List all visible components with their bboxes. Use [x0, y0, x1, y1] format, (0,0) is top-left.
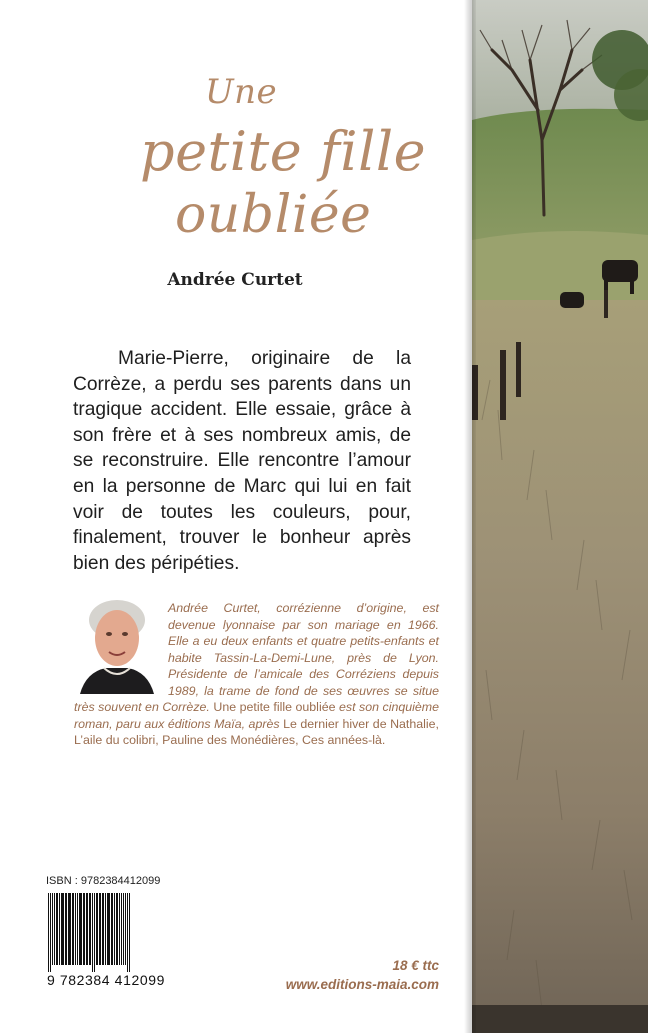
portrait-spacer — [74, 600, 168, 696]
barcode-guard-bar — [127, 893, 128, 973]
book-title-line-1: Une — [205, 72, 278, 112]
price: 18 € ttc — [392, 958, 439, 973]
bio-novel-title: Une petite fille oubliée — [213, 700, 336, 714]
barcode-bar — [114, 893, 115, 965]
barcode-digits: 9 782384 412099 — [42, 972, 170, 988]
author-name: Andrée Curtet — [167, 270, 303, 290]
barcode-bar — [65, 893, 67, 965]
barcode-bar — [77, 893, 78, 965]
landscape-photo — [472, 0, 648, 1033]
barcode-guard-bar — [94, 893, 95, 973]
barcode-bar — [99, 893, 101, 965]
barcode-bar — [72, 893, 74, 965]
barcode-bar — [105, 893, 106, 965]
book-title-line-2: petite fille — [140, 120, 427, 183]
isbn-label: ISBN : 9782384412099 — [46, 875, 161, 887]
barcode-bar — [121, 893, 122, 965]
barcode-bar — [54, 893, 55, 965]
bio-part-3: est son cinquième roman, paru aux éditions Maïa, après — [74, 700, 439, 731]
barcode-bar — [111, 893, 113, 965]
landscape-illustration — [472, 0, 648, 1033]
barcode-bar — [123, 893, 124, 965]
barcode-bar — [68, 893, 71, 965]
barcode-bar — [61, 893, 64, 965]
bio-previous-works: Le dernier hiver de Nathalie, L’aile du colibri, Pauline des Monédières, Ces années-là. — [74, 716, 439, 747]
barcode-bar — [89, 893, 91, 965]
barcode-bar — [107, 893, 110, 965]
barcode-bar — [56, 893, 58, 965]
barcode-bar — [59, 893, 60, 965]
barcode-bar — [79, 893, 82, 965]
barcode-guard-bar — [50, 893, 51, 973]
barcode-bar — [52, 893, 53, 965]
barcode-guard-bar — [129, 893, 130, 973]
publisher-website[interactable]: www.editions-maia.com — [285, 977, 439, 992]
barcode-guard-bar — [92, 893, 93, 973]
book-title-line-3: oubliée — [175, 185, 372, 245]
book-blurb: Marie-Pierre, originaire de la Corrèze, a perdu ses parents dans un tragique accident. Elle essaie, grâce à son frère et à ses nombreux amis, de se reconstruire. Elle rencontre l’amour en la personne de Marc qui lui en fait voir de toutes les couleurs, pour, finalement, trouver le bonheur après bien des péripéties. — [73, 348, 411, 574]
barcode-bar — [83, 893, 85, 965]
barcode — [44, 893, 168, 983]
spine-shadow — [464, 0, 476, 1033]
barcode-bar — [125, 893, 126, 965]
barcode-bar — [96, 893, 98, 965]
barcode-bar — [102, 893, 104, 965]
author-bio — [74, 600, 439, 749]
barcode-bar — [116, 893, 118, 965]
barcode-bar — [119, 893, 120, 965]
bio-part-1: Andrée Curtet, corrézienne d’origine, est devenue lyonnaise par son mariage en 1966. Elle a eu deux enfants et quatre petits-enfants et habite Tassin-La-Demi-Lune, près de Lyon. Présidente de l’amicale des Corréziens depuis 1989, la trame de fond de ses œuvres se situe très souvent en Corrèze. — [74, 601, 439, 714]
barcode-bar — [75, 893, 76, 965]
barcode-bar — [86, 893, 88, 965]
barcode-bars — [44, 893, 168, 973]
barcode-guard-bar — [48, 893, 49, 973]
